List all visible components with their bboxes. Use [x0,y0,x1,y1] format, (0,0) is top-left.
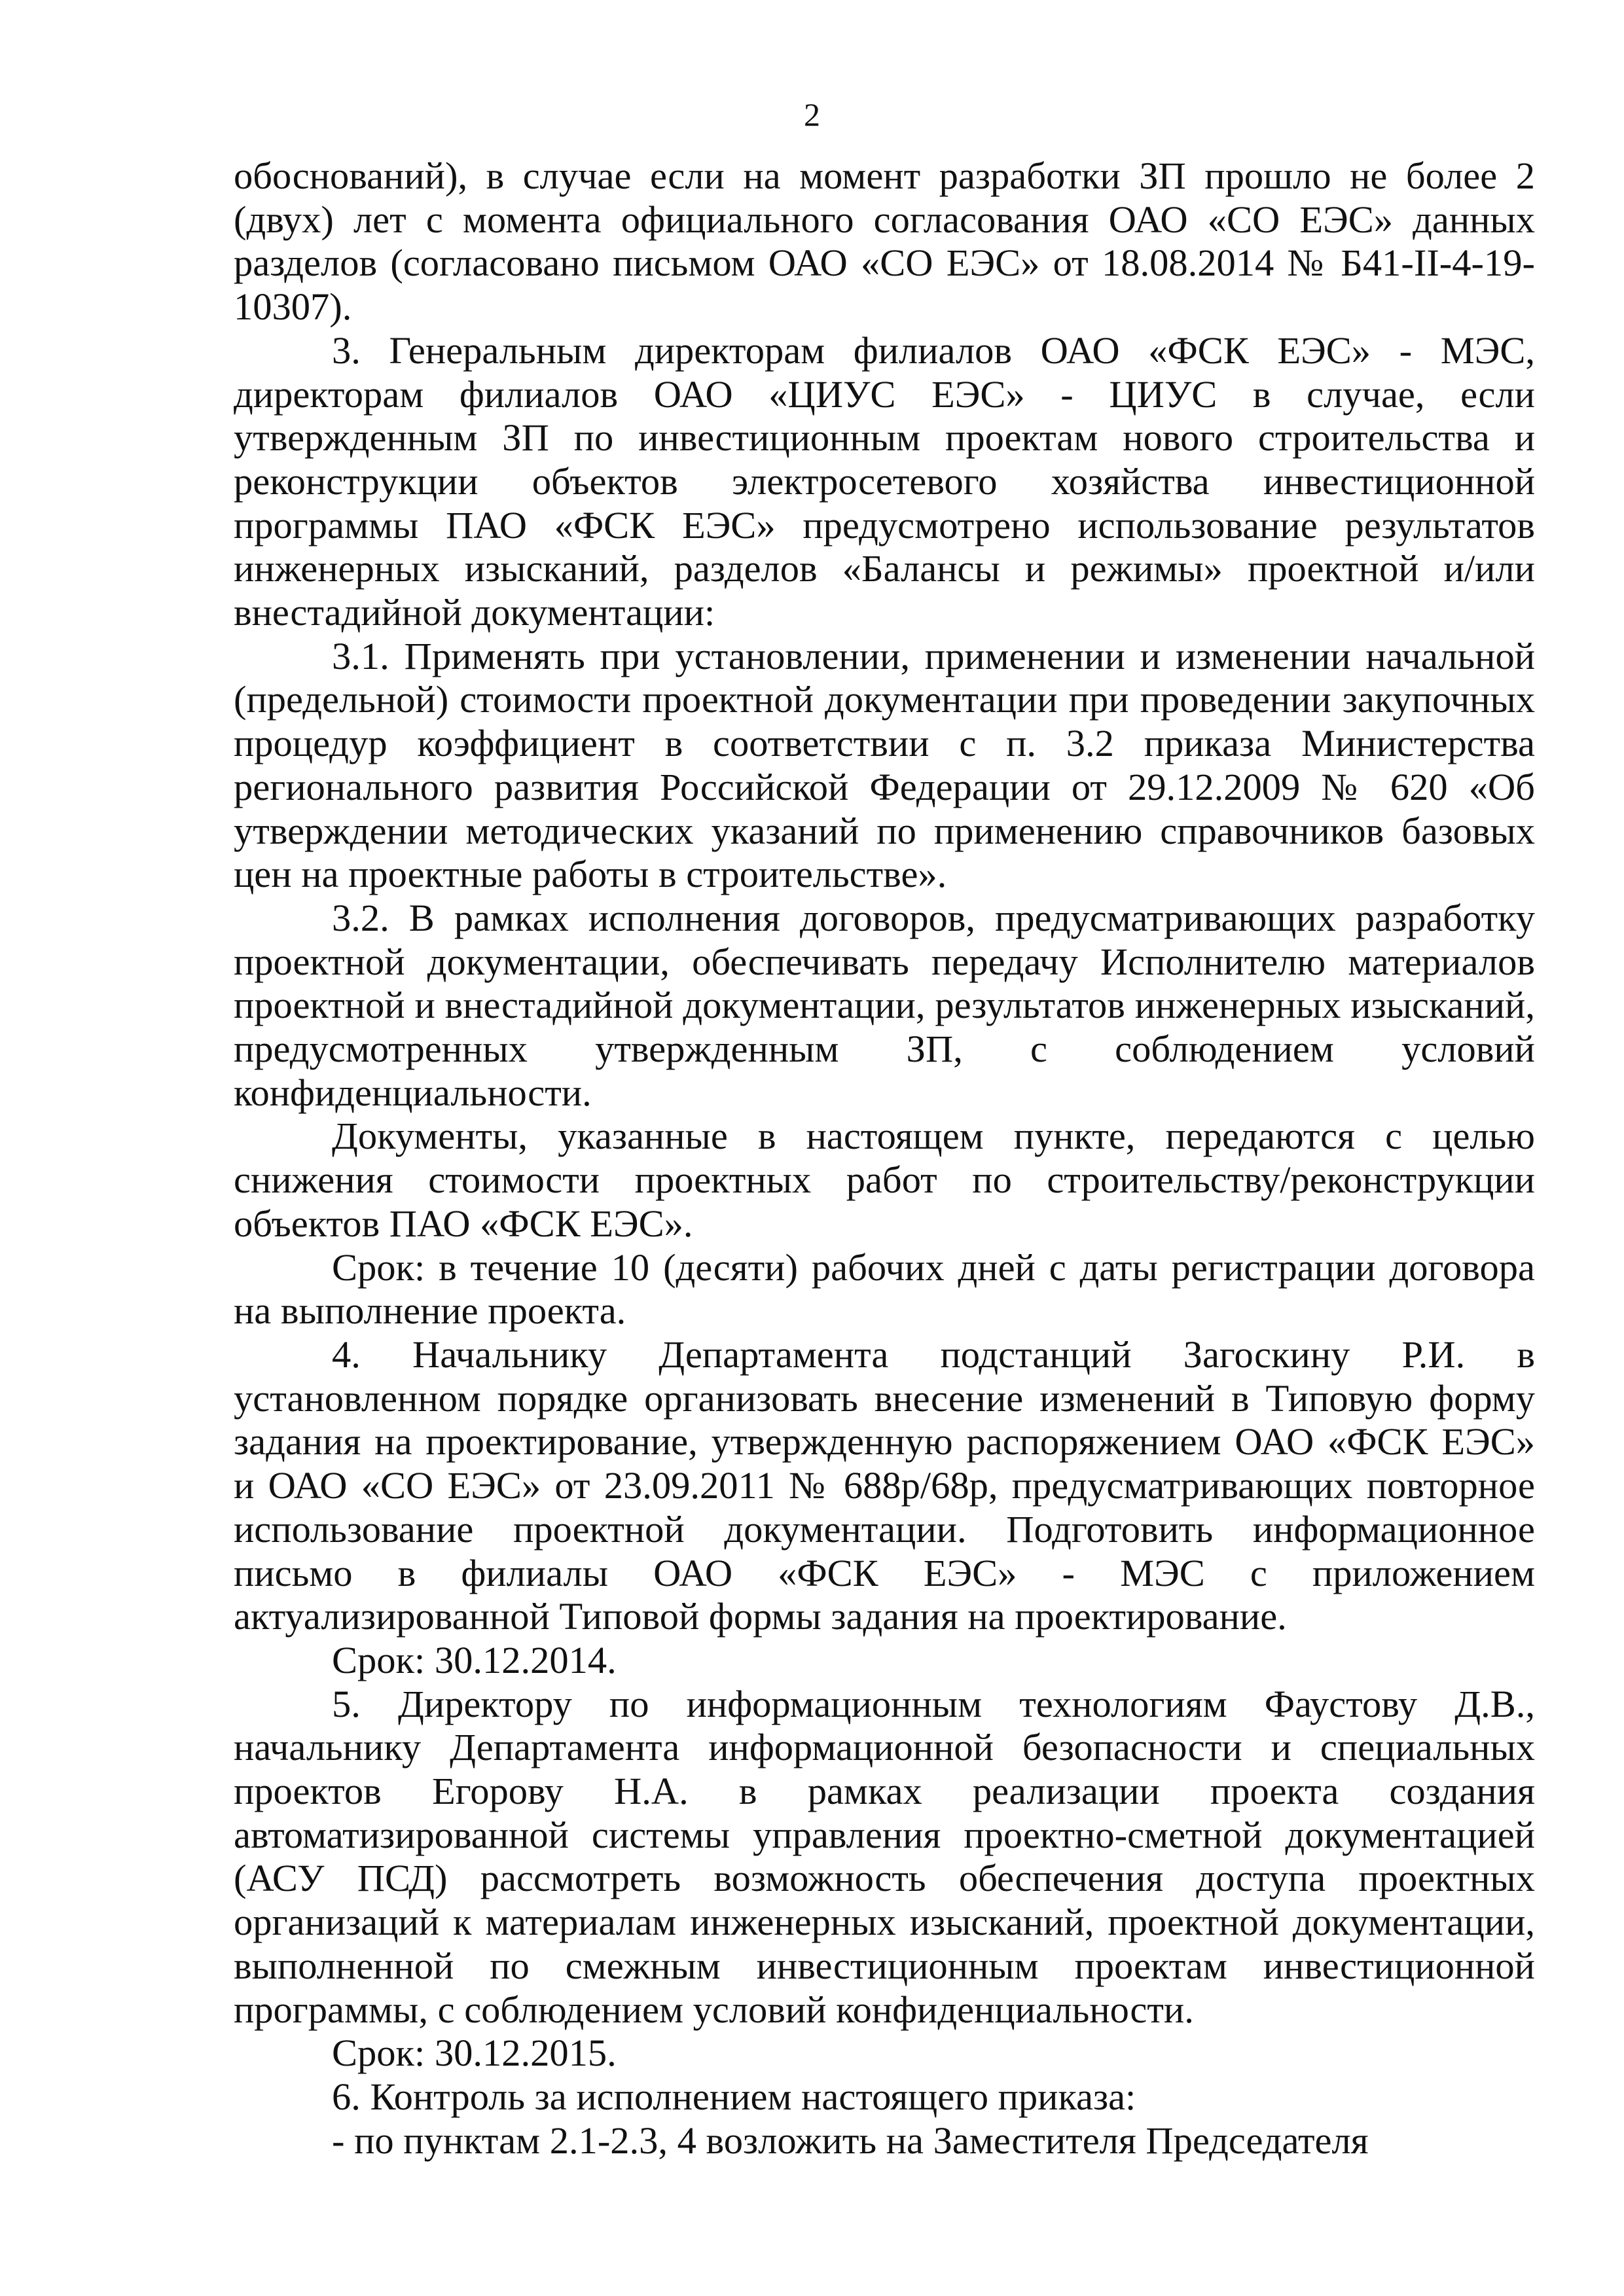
paragraph-deadline-3: Срок: в течение 10 (десяти) рабочих дней с даты регистрации договора на выполнение проекта. [234,1246,1535,1333]
paragraph-item-3-2: 3.2. В рамках исполнения договоров, предусматривающих разработку проектной документации, обеспечивать передачу Исполнителю материалов проектной и внестадийной документации, результатов инженерных изысканий, предусмотренных утвержденным ЗП, с соблюдением условий конфиденциальности. [234,896,1535,1114]
paragraph-item-5: 5. Директору по информационным технологиям Фаустову Д.В., начальнику Департамента информационной безопасности и специальных проектов Егорову Н.А. в рамках реализации проекта создания автоматизированной системы управления проектно-сметной документацией (АСУ ПСД) рассмотреть возможность обеспечения доступа проектных организаций к материалам инженерных изысканий, проектной документации, выполненной по смежным инвестиционным проектам инвестиционной программы, с соблюдением условий конфиденциальности. [234,1682,1535,2031]
paragraph-deadline-5: Срок: 30.12.2015. [332,2032,617,2075]
page-number: 2 [804,96,820,133]
document-body [234,154,1535,2162]
paragraph-item-3: 3. Генеральным директорам филиалов ОАО «ФСК ЕЭС» - МЭС, директорам филиалов ОАО «ЦИУС ЕЭС» - ЦИУС в случае, если утвержденным ЗП по инвестиционным проектам нового строительства и реконструкции объектов электросетевого хозяйства инвестиционной программы ПАО «ФСК ЕЭС» предусмотрено использование результатов инженерных изысканий, разделов «Балансы и режимы» проектной и/или внестадийной документации: [234,329,1535,634]
paragraph-documents-note: Документы, указанные в настоящем пункте, передаются с целью снижения стоимости проектных работ по строительству/реконструкции объектов ПАО «ФСК ЕЭС». [234,1115,1535,1245]
paragraph-item-6-list-entry: - по пунктам 2.1-2.3, 4 возложить на Заместителя Председателя [332,2119,1369,2162]
paragraph-continuation: обоснований), в случае если на момент разработки ЗП прошло не более 2 (двух) лет с момента официального согласования ОАО «СО ЕЭС» данных разделов (согласовано письмом ОАО «СО ЕЭС» от 18.08.2014 № Б41-II-4-19-10307). [234,154,1535,329]
paragraph-item-3-1: 3.1. Применять при установлении, применении и изменении начальной (предельной) стоимости проектной документации при проведении закупочных процедур коэффициент в соответствии с п. 3.2 приказа Министерства регионального развития Российской Федерации от 29.12.2009 № 620 «Об утверждении методических указаний по применению справочников базовых цен на проектные работы в строительстве». [234,634,1535,896]
paragraph-item-6: 6. Контроль за исполнением настоящего приказа: [332,2075,1136,2118]
paragraph-deadline-4: Срок: 30.12.2014. [332,1638,617,1681]
paragraph-item-4: 4. Начальнику Департамента подстанций Загоскину Р.И. в установленном порядке организовать внесение изменений в Типовую форму задания на проектирование, утвержденную распоряжением ОАО «ФСК ЕЭС» и ОАО «СО ЕЭС» от 23.09.2011 № 688р/68р, предусматривающих повторное использование проектной документации. Подготовить информационное письмо в филиалы ОАО «ФСК ЕЭС» - МЭС с приложением актуализированной Типовой формы задания на проектирование. [234,1333,1535,1638]
